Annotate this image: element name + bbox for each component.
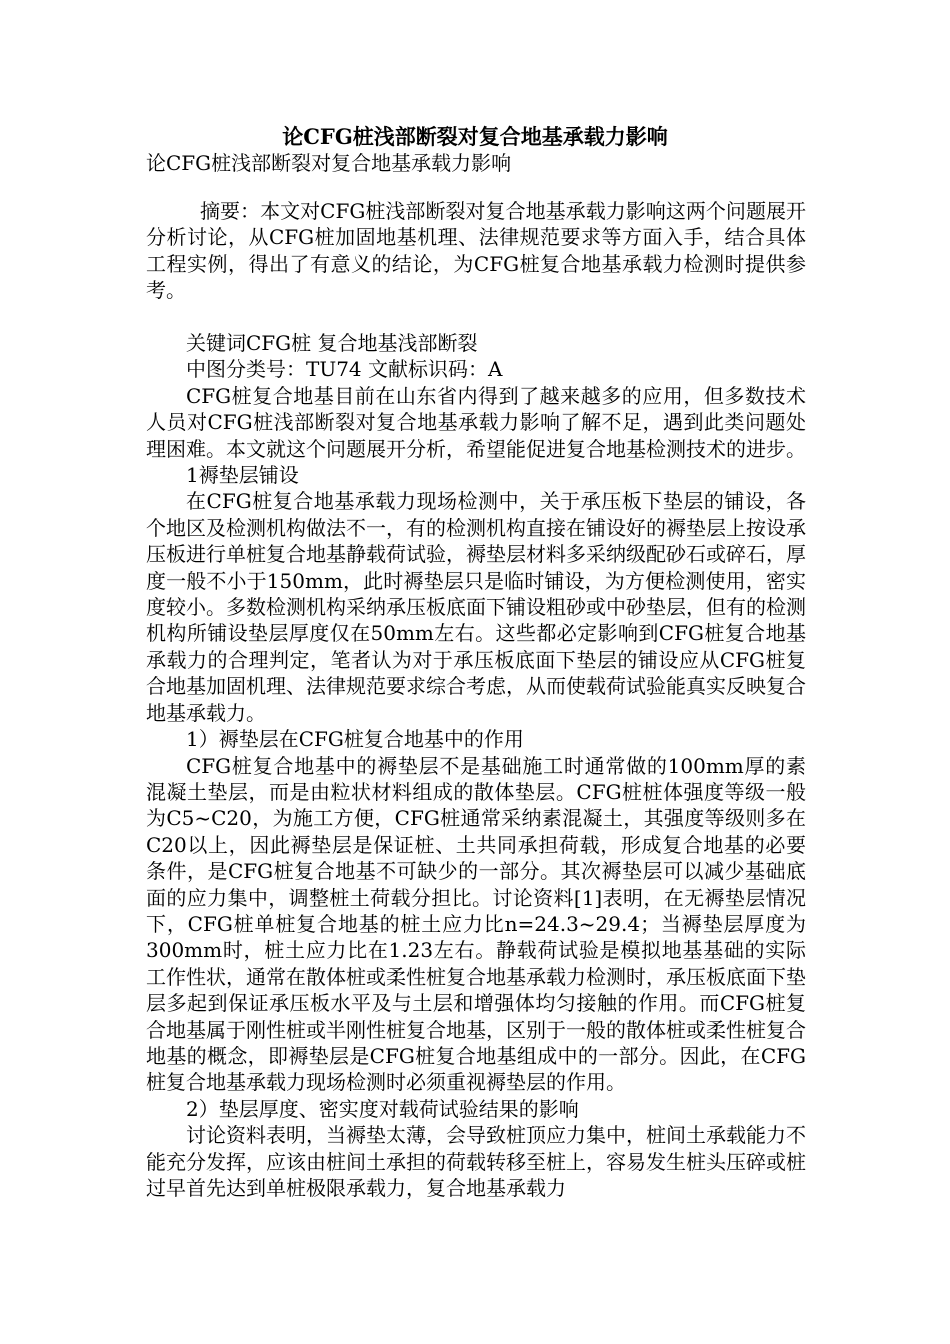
section-heading: 1褥垫层铺设: [186, 463, 299, 488]
document-title: 论CFG桩浅部断裂对复合地基承载力影响: [282, 124, 668, 149]
body-paragraph: 在CFG桩复合地基承载力现场检测中，关于承压板下垫层的铺设，各个地区及检测机构做法不一，有的检测机构直接在铺设好的褥垫层上按设承压板进行单桩复合地基静载荷试验，褥垫层材料多采纳级配砂石或碎石，厚度一般不小于150mm，此时褥垫层只是临时铺设，为方便检测使用，密实度较小。多数检测机构采纳承压板底面下铺设粗砂或中砂垫层，但有的检测机构所铺设垫层厚度仅在50mm左右。这些都必定影响到CFG桩复合地基承载力的合理判定，笔者认为对于承压板底面下垫层的铺设应从CFG桩复合地基加固机理、法律规范要求综合考虑，从而使载荷试验能真实反映复合地基承载力。: [146, 489, 806, 725]
classification-line: 中图分类号：TU74 文献标识码：A: [186, 357, 503, 382]
intro-paragraph: CFG桩复合地基目前在山东省内得到了越来越多的应用，但多数技术人员对CFG桩浅部断裂对复合地基承载力影响了解不足，遇到此类问题处理困难。本文就这个问题展开分析，希望能促进复合地基检测技术的进步。: [146, 383, 806, 461]
document-body: [146, 198, 806, 1201]
body-paragraph: 讨论资料表明，当褥垫太薄，会导致桩顶应力集中，桩间土承载能力不能充分发挥，应该由桩间土承担的荷载转移至桩上，容易发生桩头压碎或桩过早首先达到单桩极限承载力，复合地基承载力: [146, 1123, 806, 1201]
document-subtitle: 论CFG桩浅部断裂对复合地基承载力影响: [146, 151, 512, 175]
subsection-heading: 1）褥垫层在CFG桩复合地基中的作用: [186, 727, 524, 752]
abstract-paragraph: 摘要：本文对CFG桩浅部断裂对复合地基承载力影响这两个问题展开分析讨论，从CFG桩加固地基机理、法律规范要求等方面入手，结合具体工程实例，得出了有意义的结论，为CFG桩复合地基承载力检测时提供参考。: [146, 199, 806, 303]
subsection-heading: 2）垫层厚度、密实度对载荷试验结果的影响: [186, 1096, 579, 1121]
paragraph-gap: [146, 304, 806, 330]
keywords-line: 关键词CFG桩 复合地基浅部断裂: [186, 331, 478, 356]
body-paragraph: CFG桩复合地基中的褥垫层不是基础施工时通常做的100mm厚的素混凝土垫层，而是由粒状材料组成的散体垫层。CFG桩桩体强度等级一般为C5~C20，为施工方便，CFG桩通常采纳素混凝土，其强度等级则多在C20以上，因此褥垫层是保证桩、土共同承担荷载，形成复合地基的必要条件，是CFG桩复合地基不可缺少的一部分。其次褥垫层可以减少基础底面的应力集中，调整桩土荷载分担比。讨论资料[1]表明，在无褥垫层情况下，CFG桩单桩复合地基的桩土应力比n=24.3~29.4；当褥垫层厚度为300mm时，桩土应力比在1.23左右。静载荷试验是模拟地基基础的实际工作性状，通常在散体桩或柔性桩复合地基承载力检测时，承压板底面下垫层多起到保证承压板水平及与土层和增强体均匀接触的作用。而CFG桩复合地基属于刚性桩或半刚性桩复合地基，区别于一般的散体桩或柔性桩复合地基的概念，即褥垫层是CFG桩复合地基组成中的一部分。因此，在CFG桩复合地基承载力现场检测时必须重视褥垫层的作用。: [146, 753, 806, 1095]
